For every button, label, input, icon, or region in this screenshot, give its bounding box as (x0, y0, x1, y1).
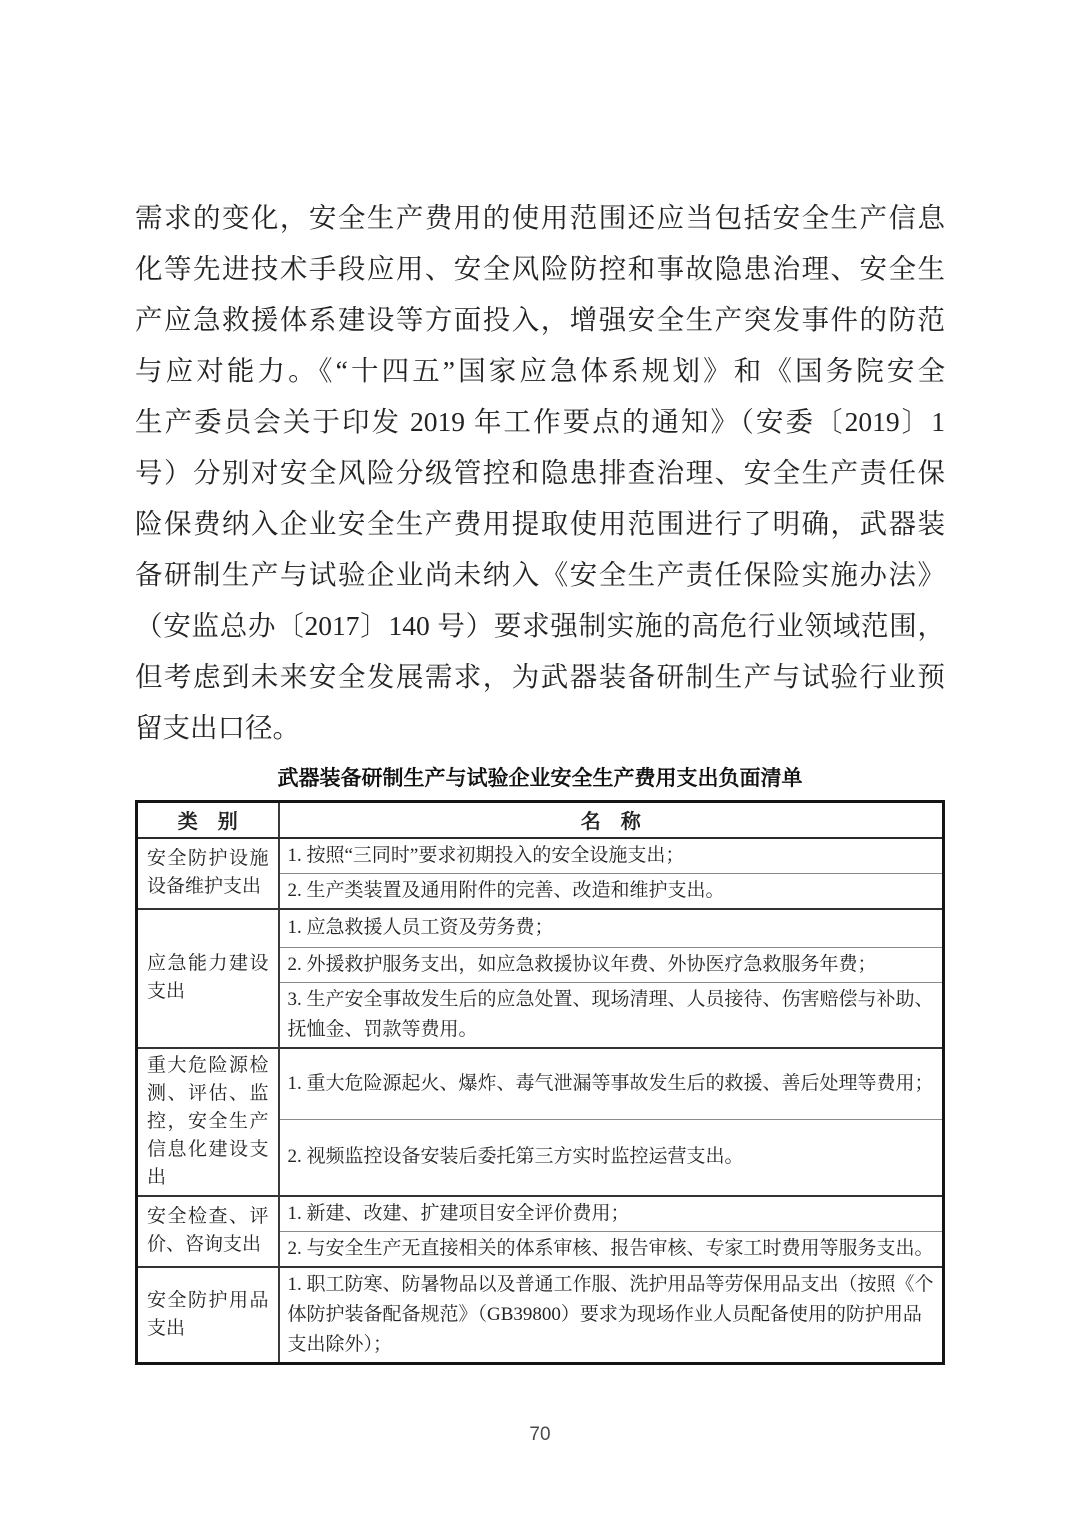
paragraph-line: （安监总办〔2017〕140 号）要求强制实施的高危行业领域范围， (135, 610, 945, 641)
table-row (137, 1196, 944, 1232)
column-header-name: 名 称 (279, 802, 944, 838)
paragraph-line: 与应对能力。《“十四五”国家应急体系规划》和《国务院安全 (135, 355, 945, 386)
item-cell: 2. 外援救护服务支出，如应急救援协议年费、外协医疗急救服务年费； (279, 947, 944, 982)
table-row (137, 838, 944, 874)
item-cell: 1. 职工防寒、防暑物品以及普通工作服、洗护用品等劳保用品支出（按照《个体防护装备配备规范》（GB39800）要求为现场作业人员配备使用的防护用品支出除外）； (287, 1273, 934, 1355)
item-cell: 1. 重大危险源起火、爆炸、毒气泄漏等事故发生后的救援、善后处理等费用； (279, 1048, 944, 1120)
column-header-category: 类 别 (137, 802, 279, 838)
body-paragraph (135, 192, 945, 753)
item-cell: 3. 生产安全事故发生后的应急处置、现场清理、人员接待、伤害赔偿与补助、抚恤金、罚款等费用。 (279, 982, 944, 1048)
table-row (137, 1267, 944, 1364)
paragraph-line: 留支出口径。 (135, 712, 300, 743)
category-cell: 安全防护设施设备维护支出 (137, 838, 279, 910)
page-number: 70 (529, 1423, 551, 1445)
item-cell: 2. 生产类装置及通用附件的完善、改造和维护支出。 (279, 874, 944, 910)
item-cell: 2. 视频监控设备安装后委托第三方实时监控运营支出。 (279, 1119, 944, 1195)
paragraph-line: 号）分别对安全风险分级管控和隐患排查治理、安全生产责任保 (135, 457, 945, 488)
negative-list-table (135, 800, 945, 1365)
table-title: 武器装备研制生产与试验企业安全生产费用支出负面清单 (277, 766, 803, 790)
item-cell: 1. 按照“三同时”要求初期投入的安全设施支出； (279, 838, 944, 874)
category-cell: 安全防护用品支出 (137, 1267, 279, 1364)
paragraph-line: 险保费纳入企业安全生产费用提取使用范围进行了明确，武器装 (135, 508, 945, 539)
item-cell: 1. 应急救援人员工资及劳务费； (279, 909, 944, 947)
item-cell: 2. 与安全生产无直接相关的体系审核、报告审核、专家工时费用等服务支出。 (279, 1231, 944, 1267)
item-cell: 1. 新建、改建、扩建项目安全评价费用； (279, 1196, 944, 1232)
category-cell: 应急能力建设支出 (137, 909, 279, 1048)
paragraph-line: 生产委员会关于印发 2019 年工作要点的通知》（安委〔2019〕1 (135, 406, 945, 437)
paragraph-line: 但考虑到未来安全发展需求，为武器装备研制生产与试验行业预 (135, 661, 945, 692)
table-row (137, 1048, 944, 1120)
table-header-row (137, 802, 944, 838)
paragraph-line: 需求的变化，安全生产费用的使用范围还应当包括安全生产信息 (135, 202, 945, 233)
paragraph-line: 备研制生产与试验企业尚未纳入《安全生产责任保险实施办法》 (135, 559, 945, 590)
paragraph-line: 化等先进技术手段应用、安全风险防控和事故隐患治理、安全生 (135, 253, 945, 284)
table-row (137, 909, 944, 947)
category-cell: 重大危险源检测、评估、监控，安全生产信息化建设支出 (137, 1048, 279, 1196)
paragraph-line: 产应急救援体系建设等方面投入，增强安全生产突发事件的防范 (135, 304, 945, 335)
category-cell: 安全检查、评价、咨询支出 (137, 1196, 279, 1267)
